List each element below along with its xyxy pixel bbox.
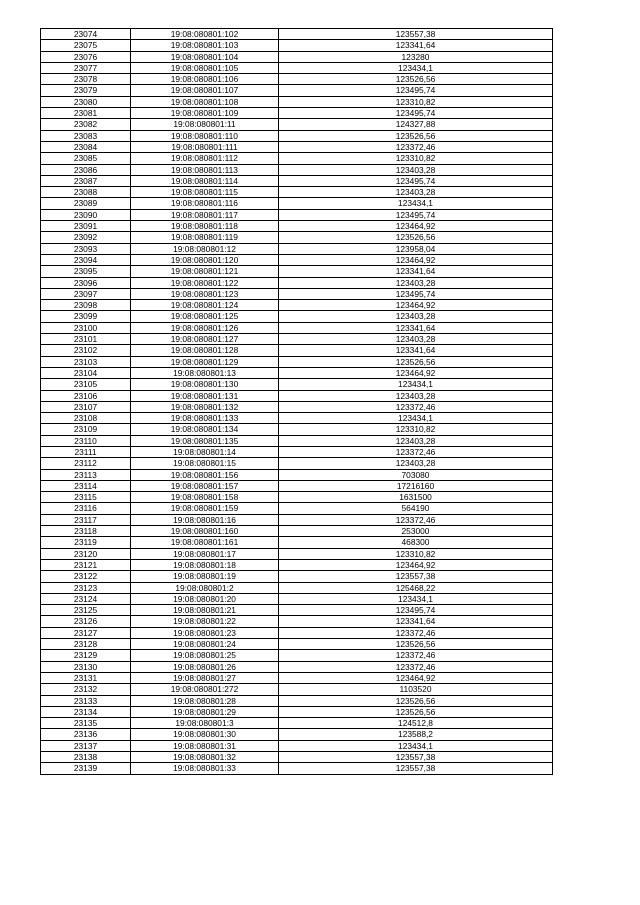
value-cell: 123310,82: [279, 548, 553, 559]
value-cell: 564190: [279, 503, 553, 514]
cadastral-number-cell: 19:08:080801:116: [131, 198, 279, 209]
value-cell: 123403,28: [279, 334, 553, 345]
table-row: [41, 740, 553, 751]
table-row: [41, 695, 553, 706]
row-number-cell: 23109: [41, 424, 131, 435]
table-row: [41, 729, 553, 740]
value-cell: 253000: [279, 526, 553, 537]
cadastral-number-cell: 19:08:080801:123: [131, 288, 279, 299]
value-cell: 123434,1: [279, 593, 553, 604]
cadastral-number-cell: 19:08:080801:21: [131, 605, 279, 616]
row-number-cell: 23104: [41, 367, 131, 378]
value-cell: 123526,56: [279, 706, 553, 717]
row-number-cell: 23107: [41, 401, 131, 412]
value-cell: 123280: [279, 51, 553, 62]
cadastral-number-cell: 19:08:080801:29: [131, 706, 279, 717]
cadastral-number-cell: 19:08:080801:114: [131, 175, 279, 186]
value-cell: 123495,74: [279, 175, 553, 186]
row-number-cell: 23117: [41, 514, 131, 525]
cadastral-number-cell: 19:08:080801:130: [131, 379, 279, 390]
cadastral-number-cell: 19:08:080801:158: [131, 492, 279, 503]
table-row: [41, 209, 553, 220]
cadastral-number-cell: 19:08:080801:14: [131, 446, 279, 457]
value-cell: 123372,46: [279, 627, 553, 638]
row-number-cell: 23113: [41, 469, 131, 480]
table-row: [41, 334, 553, 345]
value-cell: 123434,1: [279, 413, 553, 424]
table-row: [41, 537, 553, 548]
row-number-cell: 23118: [41, 526, 131, 537]
cadastral-number-cell: 19:08:080801:126: [131, 322, 279, 333]
value-cell: 123434,1: [279, 198, 553, 209]
table-row: [41, 62, 553, 73]
cadastral-number-cell: 19:08:080801:26: [131, 661, 279, 672]
cadastral-number-cell: 19:08:080801:132: [131, 401, 279, 412]
table-row: [41, 526, 553, 537]
value-cell: 124512,8: [279, 718, 553, 729]
table-body: [41, 29, 553, 775]
cadastral-number-cell: 19:08:080801:31: [131, 740, 279, 751]
value-cell: 468300: [279, 537, 553, 548]
cadastral-number-cell: 19:08:080801:161: [131, 537, 279, 548]
table-row: [41, 627, 553, 638]
cadastral-number-cell: 19:08:080801:112: [131, 153, 279, 164]
table-row: [41, 96, 553, 107]
value-cell: 123372,46: [279, 141, 553, 152]
row-number-cell: 23129: [41, 650, 131, 661]
cadastral-number-cell: 19:08:080801:128: [131, 345, 279, 356]
table-row: [41, 650, 553, 661]
value-cell: 123557,38: [279, 29, 553, 40]
value-cell: 124327,88: [279, 119, 553, 130]
table-row: [41, 141, 553, 152]
cadastral-number-cell: 19:08:080801:20: [131, 593, 279, 604]
table-row: [41, 85, 553, 96]
row-number-cell: 23098: [41, 300, 131, 311]
value-cell: 703080: [279, 469, 553, 480]
value-cell: 123403,28: [279, 164, 553, 175]
cadastral-number-cell: 19:08:080801:109: [131, 108, 279, 119]
cadastral-number-cell: 19:08:080801:19: [131, 571, 279, 582]
row-number-cell: 23081: [41, 108, 131, 119]
value-cell: 123372,46: [279, 650, 553, 661]
row-number-cell: 23078: [41, 74, 131, 85]
cadastral-number-cell: 19:08:080801:11: [131, 119, 279, 130]
value-cell: 123434,1: [279, 740, 553, 751]
value-cell: 123341,64: [279, 345, 553, 356]
value-cell: 123526,56: [279, 74, 553, 85]
table-row: [41, 221, 553, 232]
row-number-cell: 23121: [41, 559, 131, 570]
row-number-cell: 23080: [41, 96, 131, 107]
cadastral-number-cell: 19:08:080801:127: [131, 334, 279, 345]
cadastral-number-cell: 19:08:080801:159: [131, 503, 279, 514]
table-row: [41, 187, 553, 198]
row-number-cell: 23122: [41, 571, 131, 582]
row-number-cell: 23133: [41, 695, 131, 706]
value-cell: 123495,74: [279, 605, 553, 616]
row-number-cell: 23090: [41, 209, 131, 220]
table-row: [41, 379, 553, 390]
table-row: [41, 130, 553, 141]
table-row: [41, 254, 553, 265]
cadastral-number-cell: 19:08:080801:134: [131, 424, 279, 435]
row-number-cell: 23075: [41, 40, 131, 51]
row-number-cell: 23082: [41, 119, 131, 130]
cadastral-number-cell: 19:08:080801:110: [131, 130, 279, 141]
row-number-cell: 23074: [41, 29, 131, 40]
row-number-cell: 23084: [41, 141, 131, 152]
cadastral-number-cell: 19:08:080801:103: [131, 40, 279, 51]
row-number-cell: 23136: [41, 729, 131, 740]
row-number-cell: 23088: [41, 187, 131, 198]
value-cell: 17216160: [279, 480, 553, 491]
cadastral-number-cell: 19:08:080801:2: [131, 582, 279, 593]
cadastral-number-cell: 19:08:080801:129: [131, 356, 279, 367]
value-cell: 123495,74: [279, 288, 553, 299]
table-row: [41, 243, 553, 254]
value-cell: 123495,74: [279, 209, 553, 220]
value-cell: 123310,82: [279, 424, 553, 435]
cadastral-number-cell: 19:08:080801:3: [131, 718, 279, 729]
cadastral-number-cell: 19:08:080801:272: [131, 684, 279, 695]
table-row: [41, 718, 553, 729]
cadastral-number-cell: 19:08:080801:33: [131, 763, 279, 774]
row-number-cell: 23138: [41, 752, 131, 763]
cadastral-number-cell: 19:08:080801:30: [131, 729, 279, 740]
value-cell: 123588,2: [279, 729, 553, 740]
row-number-cell: 23091: [41, 221, 131, 232]
value-cell: 123434,1: [279, 62, 553, 73]
table-row: [41, 356, 553, 367]
table-row: [41, 446, 553, 457]
cadastral-number-cell: 19:08:080801:156: [131, 469, 279, 480]
row-number-cell: 23110: [41, 435, 131, 446]
value-cell: 123372,46: [279, 661, 553, 672]
row-number-cell: 23077: [41, 62, 131, 73]
table-row: [41, 300, 553, 311]
table-row: [41, 345, 553, 356]
cadastral-number-cell: 19:08:080801:25: [131, 650, 279, 661]
row-number-cell: 23099: [41, 311, 131, 322]
value-cell: 123526,56: [279, 232, 553, 243]
row-number-cell: 23093: [41, 243, 131, 254]
cadastral-number-cell: 19:08:080801:106: [131, 74, 279, 85]
cadastral-number-cell: 19:08:080801:111: [131, 141, 279, 152]
table-row: [41, 108, 553, 119]
table-row: [41, 503, 553, 514]
cadastral-number-cell: 19:08:080801:115: [131, 187, 279, 198]
table-row: [41, 616, 553, 627]
table-row: [41, 401, 553, 412]
value-cell: 123403,28: [279, 311, 553, 322]
row-number-cell: 23125: [41, 605, 131, 616]
data-table-container: [40, 28, 552, 775]
table-row: [41, 763, 553, 774]
value-cell: 123372,46: [279, 446, 553, 457]
row-number-cell: 23119: [41, 537, 131, 548]
table-row: [41, 684, 553, 695]
value-cell: 123434,1: [279, 379, 553, 390]
row-number-cell: 23089: [41, 198, 131, 209]
row-number-cell: 23112: [41, 458, 131, 469]
row-number-cell: 23106: [41, 390, 131, 401]
value-cell: 123403,28: [279, 435, 553, 446]
value-cell: 123341,64: [279, 616, 553, 627]
value-cell: 123464,92: [279, 672, 553, 683]
cadastral-number-cell: 19:08:080801:157: [131, 480, 279, 491]
table-row: [41, 74, 553, 85]
row-number-cell: 23100: [41, 322, 131, 333]
value-cell: 123310,82: [279, 153, 553, 164]
row-number-cell: 23137: [41, 740, 131, 751]
value-cell: 123372,46: [279, 514, 553, 525]
cadastral-number-cell: 19:08:080801:122: [131, 277, 279, 288]
value-cell: 1103520: [279, 684, 553, 695]
table-row: [41, 175, 553, 186]
table-row: [41, 311, 553, 322]
cadastral-number-cell: 19:08:080801:117: [131, 209, 279, 220]
table-row: [41, 605, 553, 616]
value-cell: 123526,56: [279, 639, 553, 650]
cadastral-number-cell: 19:08:080801:133: [131, 413, 279, 424]
row-number-cell: 23083: [41, 130, 131, 141]
row-number-cell: 23096: [41, 277, 131, 288]
cadastral-number-cell: 19:08:080801:124: [131, 300, 279, 311]
row-number-cell: 23127: [41, 627, 131, 638]
row-number-cell: 23124: [41, 593, 131, 604]
cadastral-number-cell: 19:08:080801:135: [131, 435, 279, 446]
table-row: [41, 672, 553, 683]
row-number-cell: 23076: [41, 51, 131, 62]
cadastral-number-cell: 19:08:080801:102: [131, 29, 279, 40]
value-cell: 123464,92: [279, 221, 553, 232]
table-row: [41, 322, 553, 333]
row-number-cell: 23132: [41, 684, 131, 695]
table-row: [41, 51, 553, 62]
cadastral-number-cell: 19:08:080801:119: [131, 232, 279, 243]
table-row: [41, 266, 553, 277]
table-row: [41, 390, 553, 401]
table-row: [41, 424, 553, 435]
value-cell: 123403,28: [279, 458, 553, 469]
row-number-cell: 23128: [41, 639, 131, 650]
table-row: [41, 367, 553, 378]
cadastral-number-cell: 19:08:080801:118: [131, 221, 279, 232]
cadastral-number-cell: 19:08:080801:104: [131, 51, 279, 62]
cadastral-number-cell: 19:08:080801:131: [131, 390, 279, 401]
value-cell: 123464,92: [279, 559, 553, 570]
table-row: [41, 639, 553, 650]
row-number-cell: 23108: [41, 413, 131, 424]
row-number-cell: 23094: [41, 254, 131, 265]
table-row: [41, 752, 553, 763]
row-number-cell: 23105: [41, 379, 131, 390]
table-row: [41, 492, 553, 503]
row-number-cell: 23087: [41, 175, 131, 186]
table-row: [41, 469, 553, 480]
cadastral-number-cell: 19:08:080801:125: [131, 311, 279, 322]
cadastral-number-cell: 19:08:080801:28: [131, 695, 279, 706]
row-number-cell: 23095: [41, 266, 131, 277]
value-cell: 1631500: [279, 492, 553, 503]
row-number-cell: 23116: [41, 503, 131, 514]
row-number-cell: 23131: [41, 672, 131, 683]
row-number-cell: 23079: [41, 85, 131, 96]
value-cell: 123372,46: [279, 401, 553, 412]
cadastral-number-cell: 19:08:080801:113: [131, 164, 279, 175]
row-number-cell: 23101: [41, 334, 131, 345]
value-cell: 123464,92: [279, 367, 553, 378]
value-cell: 123557,38: [279, 752, 553, 763]
table-row: [41, 706, 553, 717]
value-cell: 123495,74: [279, 85, 553, 96]
table-row: [41, 593, 553, 604]
cadastral-number-cell: 19:08:080801:18: [131, 559, 279, 570]
value-cell: 123557,38: [279, 571, 553, 582]
value-cell: 123526,56: [279, 695, 553, 706]
row-number-cell: 23097: [41, 288, 131, 299]
table-row: [41, 29, 553, 40]
value-cell: 123557,38: [279, 763, 553, 774]
table-row: [41, 288, 553, 299]
value-cell: 123403,28: [279, 187, 553, 198]
table-row: [41, 153, 553, 164]
table-row: [41, 514, 553, 525]
row-number-cell: 23123: [41, 582, 131, 593]
value-cell: 123341,64: [279, 40, 553, 51]
cadastral-number-cell: 19:08:080801:121: [131, 266, 279, 277]
table-row: [41, 548, 553, 559]
value-cell: 123403,28: [279, 277, 553, 288]
table-row: [41, 40, 553, 51]
value-cell: 123464,92: [279, 300, 553, 311]
row-number-cell: 23085: [41, 153, 131, 164]
cadastral-number-cell: 19:08:080801:22: [131, 616, 279, 627]
cadastral-number-cell: 19:08:080801:24: [131, 639, 279, 650]
cadastral-number-cell: 19:08:080801:15: [131, 458, 279, 469]
table-row: [41, 571, 553, 582]
cadastral-number-cell: 19:08:080801:105: [131, 62, 279, 73]
table-row: [41, 277, 553, 288]
row-number-cell: 23114: [41, 480, 131, 491]
cadastral-number-cell: 19:08:080801:32: [131, 752, 279, 763]
value-cell: 123310,82: [279, 96, 553, 107]
cadastral-number-cell: 19:08:080801:16: [131, 514, 279, 525]
cadastral-number-cell: 19:08:080801:13: [131, 367, 279, 378]
value-cell: 123403,28: [279, 390, 553, 401]
table-row: [41, 435, 553, 446]
cadastral-number-cell: 19:08:080801:107: [131, 85, 279, 96]
cadastral-number-cell: 19:08:080801:12: [131, 243, 279, 254]
value-cell: 125468,22: [279, 582, 553, 593]
cadastral-number-cell: 19:08:080801:120: [131, 254, 279, 265]
table-row: [41, 232, 553, 243]
row-number-cell: 23092: [41, 232, 131, 243]
row-number-cell: 23111: [41, 446, 131, 457]
row-number-cell: 23135: [41, 718, 131, 729]
table-row: [41, 164, 553, 175]
row-number-cell: 23130: [41, 661, 131, 672]
row-number-cell: 23115: [41, 492, 131, 503]
row-number-cell: 23103: [41, 356, 131, 367]
cadastral-number-cell: 19:08:080801:23: [131, 627, 279, 638]
table-row: [41, 661, 553, 672]
value-cell: 123526,56: [279, 130, 553, 141]
cadastral-number-cell: 19:08:080801:17: [131, 548, 279, 559]
row-number-cell: 23126: [41, 616, 131, 627]
value-cell: 123958,04: [279, 243, 553, 254]
cadastral-number-cell: 19:08:080801:160: [131, 526, 279, 537]
value-cell: 123526,56: [279, 356, 553, 367]
value-cell: 123341,64: [279, 266, 553, 277]
table-row: [41, 198, 553, 209]
table-row: [41, 582, 553, 593]
cadastral-value-table: [40, 28, 553, 775]
table-row: [41, 480, 553, 491]
row-number-cell: 23120: [41, 548, 131, 559]
table-row: [41, 559, 553, 570]
table-row: [41, 458, 553, 469]
row-number-cell: 23086: [41, 164, 131, 175]
value-cell: 123464,92: [279, 254, 553, 265]
row-number-cell: 23102: [41, 345, 131, 356]
value-cell: 123495,74: [279, 108, 553, 119]
row-number-cell: 23139: [41, 763, 131, 774]
table-row: [41, 413, 553, 424]
cadastral-number-cell: 19:08:080801:27: [131, 672, 279, 683]
cadastral-number-cell: 19:08:080801:108: [131, 96, 279, 107]
table-row: [41, 119, 553, 130]
row-number-cell: 23134: [41, 706, 131, 717]
value-cell: 123341,64: [279, 322, 553, 333]
